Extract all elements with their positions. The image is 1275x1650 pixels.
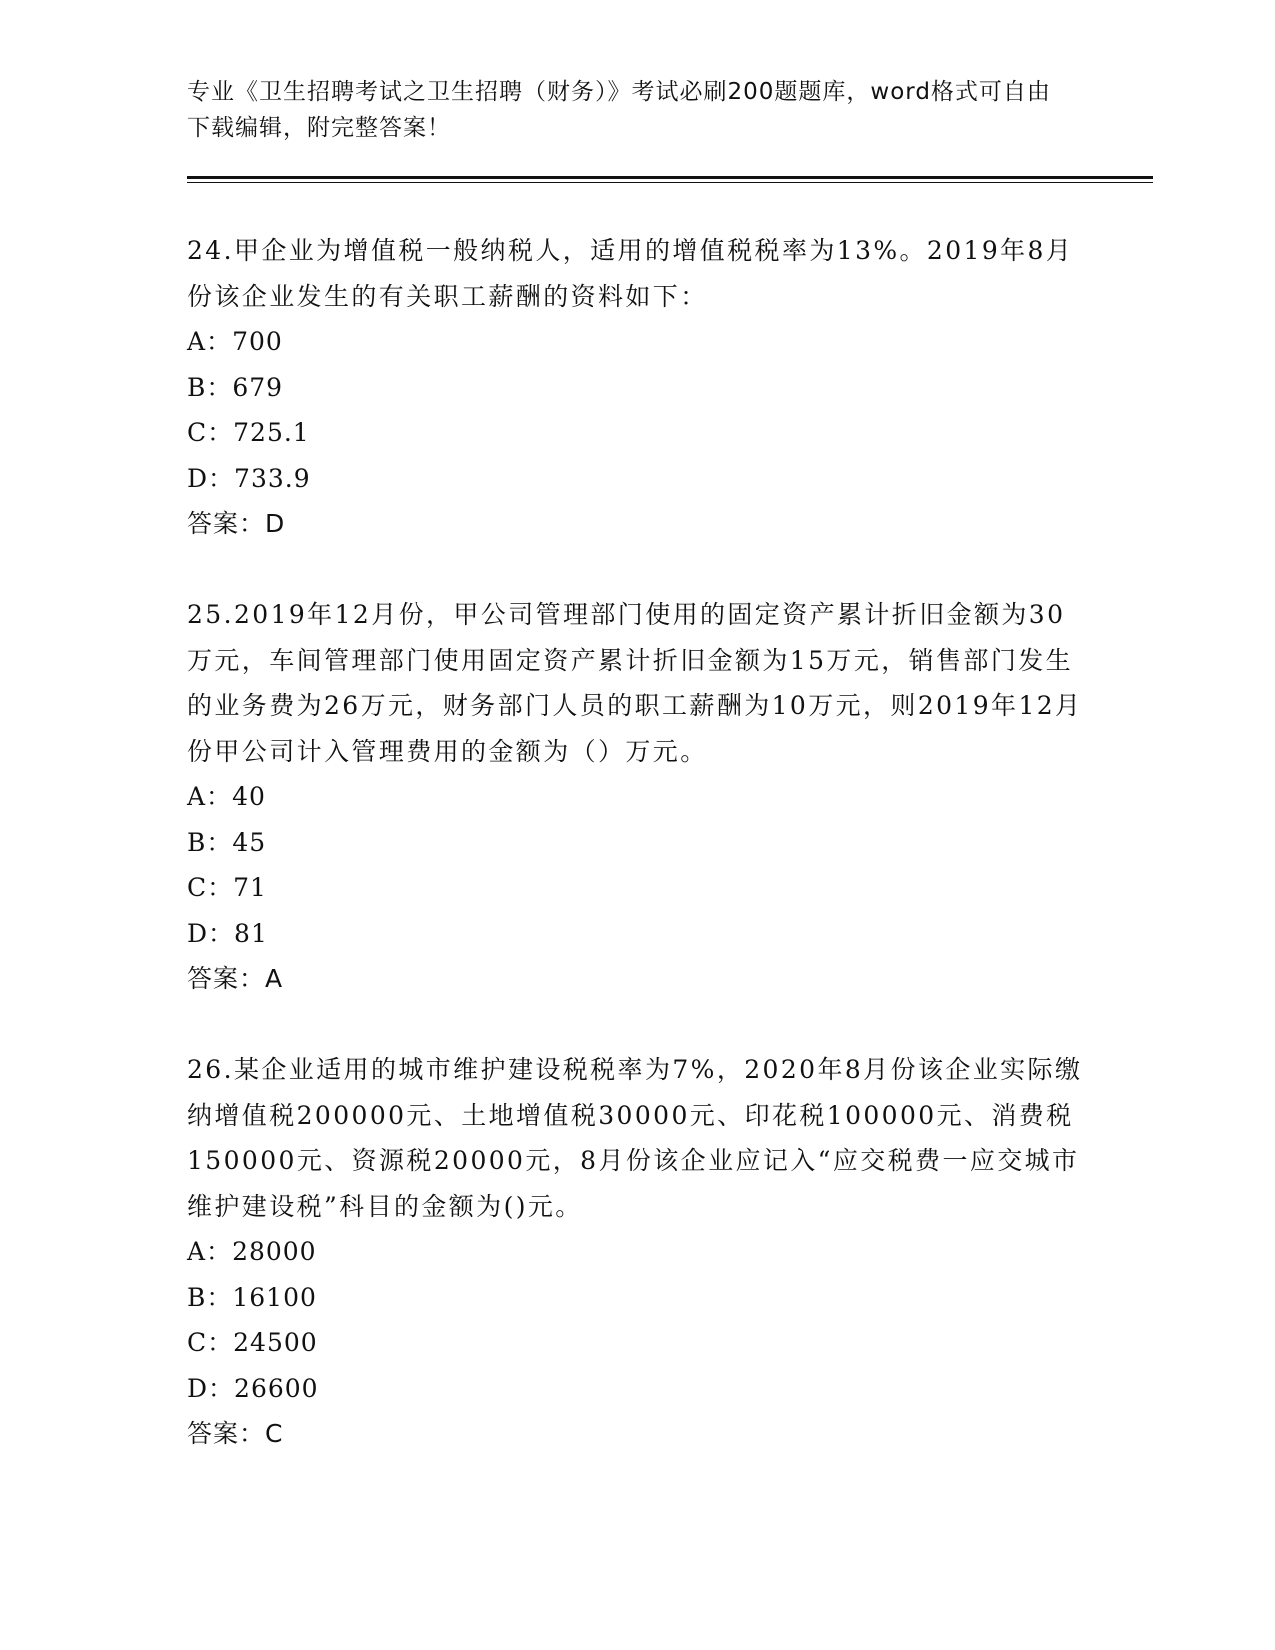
option-b xyxy=(187,820,1087,866)
option-b xyxy=(187,1275,1087,1321)
answer-value: C xyxy=(265,1419,284,1448)
header-divider-thin xyxy=(187,182,1153,183)
option-text: 28000 xyxy=(232,1237,317,1266)
option-a xyxy=(187,1229,1087,1275)
option-d xyxy=(187,456,1087,502)
option-label: D： xyxy=(187,1373,235,1403)
question-stem: 25.2019年12月份，甲公司管理部门使用的固定资产累计折旧金额为30万元，车间管理部门使用固定资产累计折旧金额为15万元，销售部门发生的业务费为26万元，财务部门人员的职工薪酬为10万元，则2019年12月份甲公司计入管理费用的金额为（）万元。 xyxy=(187,600,1083,766)
header-divider-thick xyxy=(187,176,1153,179)
option-text: 71 xyxy=(233,873,267,902)
option-text: 700 xyxy=(232,327,283,356)
option-c xyxy=(187,1320,1087,1366)
answer-line xyxy=(187,501,1087,547)
option-text: 40 xyxy=(232,782,266,811)
option-text: 679 xyxy=(232,372,284,402)
answer-label: 答案： xyxy=(187,1419,266,1448)
answer-line xyxy=(187,1411,1087,1457)
question-stem: 24.甲企业为增值税一般纳税人，适用的增值税税率为13%。2019年8月份该企业发生的有关职工薪酬的资料如下： xyxy=(187,236,1074,311)
option-label: D： xyxy=(187,463,235,493)
answer-value: D xyxy=(265,509,286,538)
answer-value: A xyxy=(265,964,284,993)
question-stem: 26.某企业适用的城市维护建设税税率为7%，2020年8月份该企业实际缴纳增值税200000元、土地增值税30000元、印花税100000元、消费税150000元、资源税20000元，8月份该企业应记入“应交税费一应交城市维护建设税”科目的金额为()元。 xyxy=(187,1055,1083,1221)
answer-label: 答案： xyxy=(187,509,266,538)
option-text: 733.9 xyxy=(234,463,311,493)
option-label: B： xyxy=(187,372,233,402)
question-25 xyxy=(187,592,1087,1002)
answer-label: 答案： xyxy=(187,964,266,993)
option-d xyxy=(187,911,1087,957)
option-text: 16100 xyxy=(232,1282,317,1312)
question-26 xyxy=(187,1047,1087,1457)
option-c xyxy=(187,865,1087,911)
answer-line xyxy=(187,956,1087,1002)
option-text: 81 xyxy=(234,918,268,948)
option-d xyxy=(187,1366,1087,1412)
option-text: 24500 xyxy=(233,1328,318,1357)
option-b xyxy=(187,365,1087,411)
option-label: C： xyxy=(187,873,234,902)
option-label: A： xyxy=(187,782,233,811)
document-header: 专业《卫生招聘考试之卫生招聘（财务）》考试必刷200题题库，word格式可自由下载编辑，附完整答案！ xyxy=(187,79,1051,141)
option-text: 26600 xyxy=(234,1373,319,1403)
option-label: B： xyxy=(187,1282,233,1312)
option-label: B： xyxy=(187,827,233,857)
option-text: 45 xyxy=(232,827,267,857)
option-a xyxy=(187,774,1087,820)
option-label: D： xyxy=(187,918,235,948)
question-24 xyxy=(187,228,1087,547)
option-text: 725.1 xyxy=(233,418,310,447)
option-c xyxy=(187,410,1087,456)
option-label: A： xyxy=(187,327,233,356)
option-label: C： xyxy=(187,1328,234,1357)
option-label: C： xyxy=(187,418,234,447)
option-label: A： xyxy=(187,1237,233,1266)
option-a xyxy=(187,319,1087,365)
